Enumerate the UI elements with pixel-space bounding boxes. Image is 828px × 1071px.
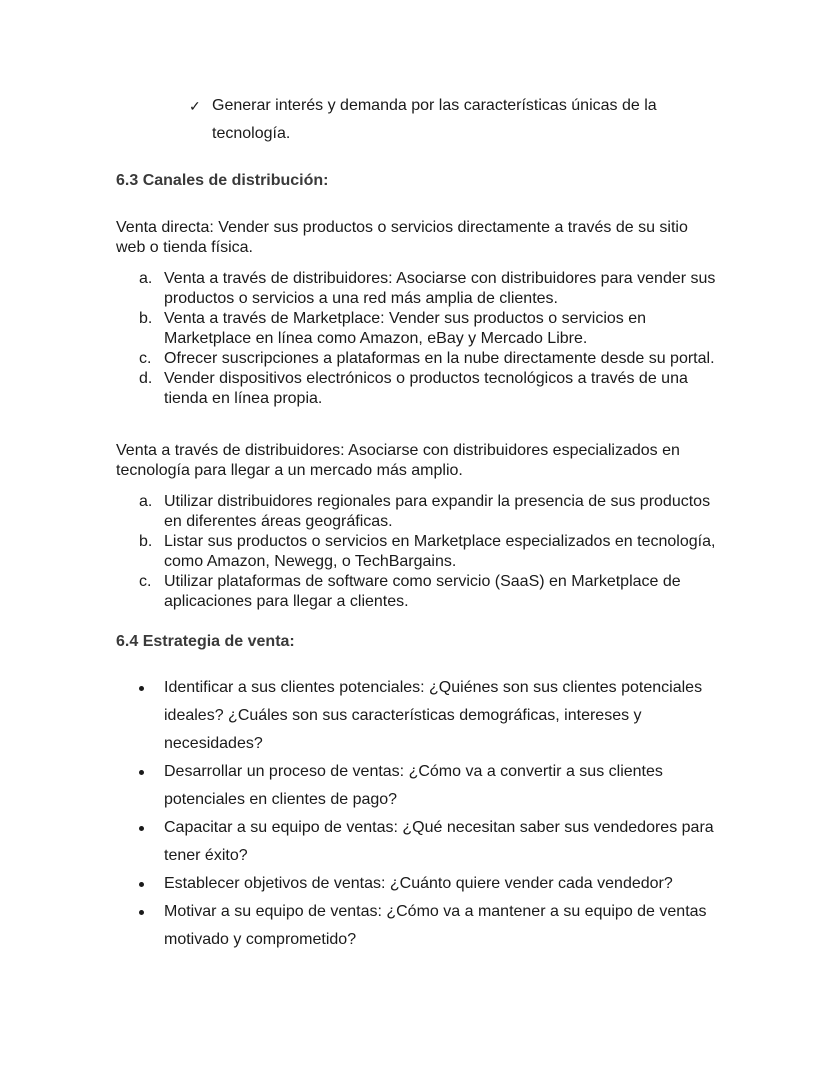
bullet-item — [116, 898, 736, 954]
list-item-text: Utilizar distribuidores regionales para expandir la presencia de sus productos en diferentes áreas geográficas. — [164, 493, 711, 530]
bullet-item-text: Capacitar a su equipo de ventas: ¿Qué necesitan saber sus vendedores para tener éxito? — [164, 819, 714, 864]
bullet-icon — [139, 826, 144, 831]
list-marker: c. — [139, 573, 152, 590]
list-item — [116, 532, 716, 572]
list-marker: b. — [139, 533, 153, 550]
list-item-text: Venta a través de distribuidores: Asociarse con distribuidores para vender sus productos o servicios a una red más amplia de clientes. — [164, 270, 716, 307]
list-item — [116, 572, 716, 612]
checkmark-icon: ✓ — [189, 98, 201, 114]
direct-sale-intro: Venta directa: Vender sus productos o servicios directamente a través de su sitio web o tienda física. — [116, 219, 688, 256]
section-heading-6-4: 6.4 Estrategia de venta: — [116, 633, 295, 650]
bullet-item-text: Identificar a sus clientes potenciales: ¿Quiénes son sus clientes potenciales ideales? ¿Cuáles son sus características demográficas, intereses y necesidades? — [164, 679, 703, 752]
direct-sale-list — [116, 269, 716, 409]
list-marker: b. — [139, 310, 153, 327]
list-item-text: Vender dispositivos electrónicos o productos tecnológicos a través de una tienda en línea propia. — [164, 370, 688, 407]
list-marker: c. — [139, 350, 152, 367]
bullet-item — [116, 758, 736, 814]
check-list-item — [189, 92, 689, 148]
list-item-text: Utilizar plataformas de software como servicio (SaaS) en Marketplace de aplicaciones para llegar a clientes. — [164, 573, 681, 610]
list-item — [116, 269, 716, 309]
list-item — [116, 309, 716, 349]
section-heading-6-3: 6.3 Canales de distribución: — [116, 172, 329, 189]
bullet-icon — [139, 686, 144, 691]
list-item-text: Listar sus productos o servicios en Marketplace especializados en tecnología, como Amazon, Newegg, o TechBargains. — [164, 533, 716, 570]
bullet-item-text: Desarrollar un proceso de ventas: ¿Cómo va a convertir a sus clientes potenciales en clientes de pago? — [164, 763, 663, 808]
check-item-text: Generar interés y demanda por las características únicas de la tecnología. — [212, 97, 657, 142]
list-item-text: Venta a través de Marketplace: Vender sus productos o servicios en Marketplace en línea como Amazon, eBay y Mercado Libre. — [164, 310, 647, 347]
list-item — [116, 349, 716, 369]
bullet-item-text: Motivar a su equipo de ventas: ¿Cómo va a mantener a su equipo de ventas motivado y comprometido? — [164, 903, 707, 948]
bullet-icon — [139, 910, 144, 915]
bullet-item-text: Establecer objetivos de ventas: ¿Cuánto quiere vender cada vendedor? — [164, 875, 673, 892]
sales-strategy-list — [116, 674, 736, 954]
bullet-icon — [139, 882, 144, 887]
distributor-sale-list — [116, 492, 716, 612]
distributor-sale-intro: Venta a través de distribuidores: Asociarse con distribuidores especializados en tecnología para llegar a un mercado más amplio. — [116, 442, 680, 479]
list-item-text: Ofrecer suscripciones a plataformas en la nube directamente desde su portal. — [164, 350, 715, 367]
bullet-item — [116, 814, 736, 870]
bullet-item — [116, 870, 736, 898]
list-marker: a. — [139, 493, 153, 510]
list-marker: d. — [139, 370, 153, 387]
list-marker: a. — [139, 270, 153, 287]
list-item — [116, 492, 716, 532]
list-item — [116, 369, 716, 409]
bullet-icon — [139, 770, 144, 775]
bullet-item — [116, 674, 736, 758]
